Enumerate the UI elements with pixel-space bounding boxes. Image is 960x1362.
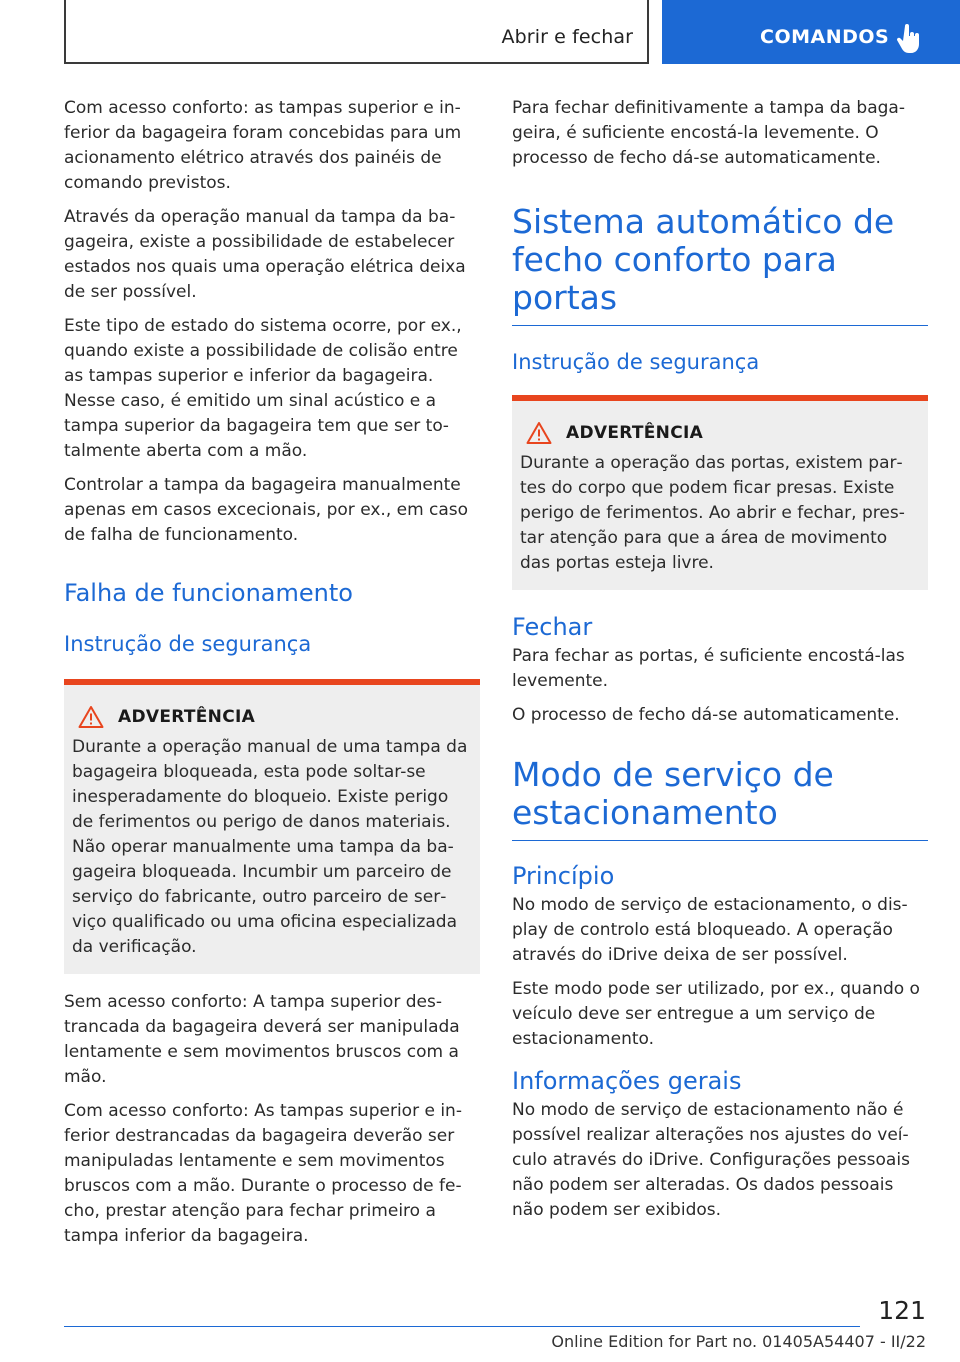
paragraph: O processo de fecho dá-se automaticamente. xyxy=(512,705,900,725)
warning-box xyxy=(512,395,928,590)
right-column xyxy=(512,96,928,1232)
warning-box xyxy=(64,679,480,974)
warning-triangle-icon xyxy=(526,421,552,445)
warning-text: Durante a operação das portas, existem partes do corpo que podem ficar presas. Existe perigo de ferimentos. Ao abrir e fechar, prestar atenção para que a área de movimento das portas esteja livre. xyxy=(520,453,905,573)
paragraph: Este modo pode ser utilizado, por ex., quando o veículo deve ser entregue a um serviço de estacionamento. xyxy=(512,979,920,1049)
page-number: 121 xyxy=(878,1296,926,1325)
paragraph: Com acesso conforto: as tampas superior e inferior da bagageira foram concebidas para um acionamento elétrico através dos painéis de comando previstos. xyxy=(64,98,462,193)
warning-title: ADVERTÊNCIA xyxy=(118,707,256,727)
paragraph: No modo de serviço de estacionamento não é possível realizar alterações nos ajustes do veículo através do iDrive. Configurações pessoais não podem ser alteradas. Os dados pessoais não podem ser exibidos. xyxy=(512,1100,910,1220)
edition-note: Online Edition for Part no. 01405A54407 - II/22 xyxy=(551,1332,926,1351)
heading-general-info: Informações gerais xyxy=(512,1067,742,1095)
paragraph: Com acesso conforto: As tampas superior e inferior destrancadas da bagageira deverão ser manipuladas lentamente e sem movimentos bruscos com a mão. Durante o processo de fecho, prestar atenção para fechar primeiro a tampa inferior da bagageira. xyxy=(64,1101,462,1246)
footer-divider xyxy=(64,1326,860,1327)
heading-close: Fechar xyxy=(512,613,593,641)
heading-valet-mode: Modo de serviço de estacionamento xyxy=(512,756,928,841)
paragraph: Sem acesso conforto: A tampa superior destrancada da bagageira deverá ser manipulada lentamente e sem movimentos bruscos com a mão. xyxy=(64,992,460,1087)
heading-malfunction: Falha de funcionamento xyxy=(64,579,353,607)
warning-title: ADVERTÊNCIA xyxy=(566,423,704,443)
heading-principle: Princípio xyxy=(512,862,615,890)
paragraph: Para fechar as portas, é suficiente encostá-las levemente. xyxy=(512,646,905,691)
paragraph: Para fechar definitivamente a tampa da bagageira, é suficiente encostá-la levemente. O processo de fecho dá-se automaticamente. xyxy=(512,98,905,168)
paragraph: Este tipo de estado do sistema ocorre, por ex., quando existe a possibilidade de colisão entre as tampas superior e inferior da bagageira. Nesse caso, é emitido um sinal acústico e a tampa superior da bagageira tem que ser totalmente aberta com a mão. xyxy=(64,316,462,461)
left-column xyxy=(64,96,480,1258)
heading-safety-note: Instrução de segurança xyxy=(64,632,312,656)
warning-text: Durante a operação manual de uma tampa da bagageira bloqueada, esta pode soltar-se inesperadamente do bloqueio. Existe perigo de ferimentos ou perigo de danos materiais. Não operar manualmente uma tampa da bagageira bloqueada. Incumbir um parceiro de serviço do fabricante, outro parceiro de serviço qualificado ou uma oficina especializada da verificação. xyxy=(72,737,468,957)
heading-soft-close-doors: Sistema automático de fecho conforto para portas xyxy=(512,203,928,326)
heading-safety-note: Instrução de segurança xyxy=(512,350,760,374)
paragraph: Controlar a tampa da bagageira manualmente apenas em casos excecionais, por ex., em caso de falha de funcionamento. xyxy=(64,475,469,545)
paragraph: No modo de serviço de estacionamento, o display de controlo está bloqueado. A operação através do iDrive deixa de ser possível. xyxy=(512,895,908,965)
chapter-tab xyxy=(662,0,960,64)
section-title: Abrir e fechar xyxy=(501,26,633,48)
header-section-box xyxy=(64,0,649,64)
pointing-hand-icon xyxy=(896,24,922,54)
chapter-title: COMANDOS xyxy=(760,26,890,48)
paragraph: Através da operação manual da tampa da bagageira, existe a possibilidade de estabelecer estados nos quais uma operação elétrica deixa de ser possível. xyxy=(64,207,466,302)
warning-triangle-icon xyxy=(78,705,104,729)
